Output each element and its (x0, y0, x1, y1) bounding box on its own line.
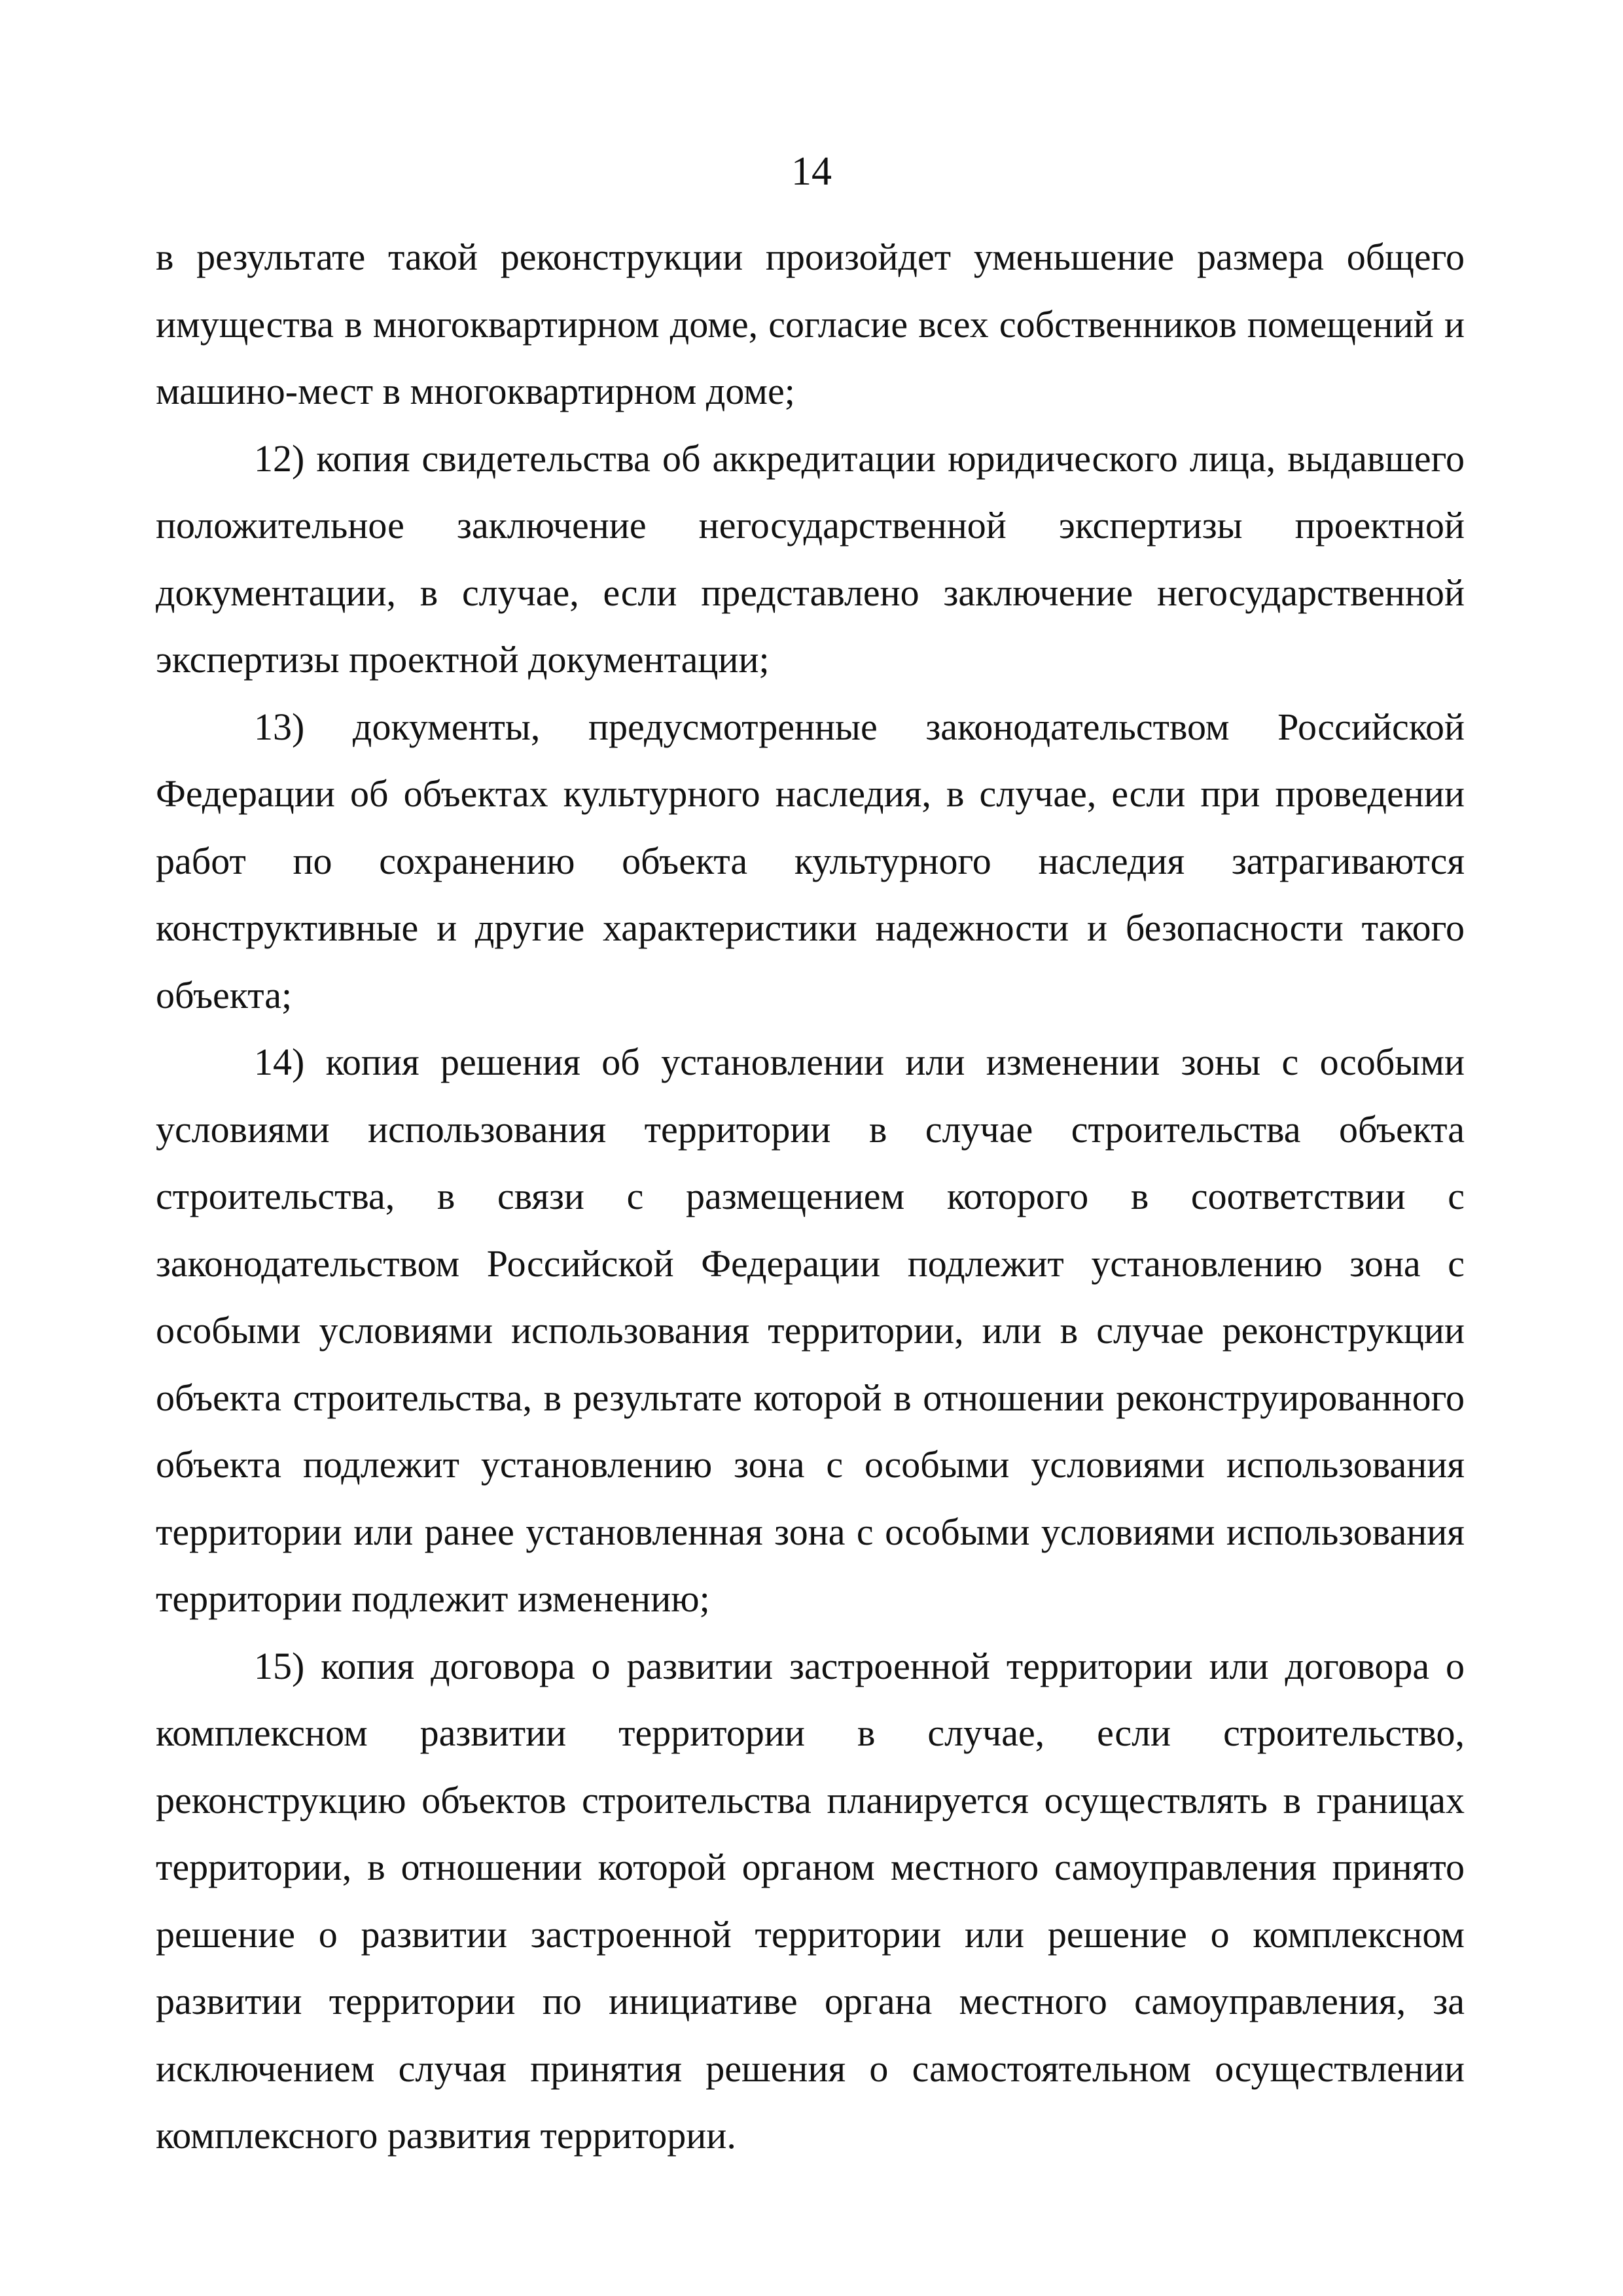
paragraph-item-13: 13) документы, предусмотренные законодательством Российской Федерации об объектах культурного наследия, в случае, если при проведении работ по сохранению объекта культурного наследия затрагиваются конструктивные и другие характеристики надежности и безопасности такого объекта; (156, 705, 1465, 1016)
page-number: 14 (791, 149, 832, 194)
paragraph-continuation: в результате такой реконструкции произойдет уменьшение размера общего имущества в многоквартирном доме, согласие всех собственников помещений и машино-мест в многоквартирном доме; (156, 236, 1465, 412)
paragraph-item-12: 12) копия свидетельства об аккредитации юридического лица, выдавшего положительное заключение негосударственной экспертизы проектной документации, в случае, если представлено заключение негосударственной экспертизы проектной документации; (156, 437, 1465, 681)
paragraph-item-15: 15) копия договора о развитии застроенной территории или договора о комплексном развитии территории в случае, если строительство, реконструкцию объектов строительства планируется осуществлять в границах территории, в отношении которой органом местного самоуправления принято решение о развитии застроенной территории или решение о комплексном развитии территории по инициативе органа местного самоуправления, за исключением случая принятия решения о самостоятельном осуществлении комплексного развития территории. (156, 1644, 1465, 2157)
paragraph-item-14: 14) копия решения об установлении или изменении зоны с особыми условиями использования территории в случае строительства объекта строительства, в связи с размещением которого в соответствии с законодательством Российской Федерации подлежит установлению зона с особыми условиями использования территории, или в случае реконструкции объекта строительства, в результате которой в отношении реконструированного объекта подлежит установлению зона с особыми условиями использования территории или ранее установленная зона с особыми условиями использования территории подлежит изменению; (156, 1041, 1465, 1620)
document-body (156, 224, 1465, 2170)
